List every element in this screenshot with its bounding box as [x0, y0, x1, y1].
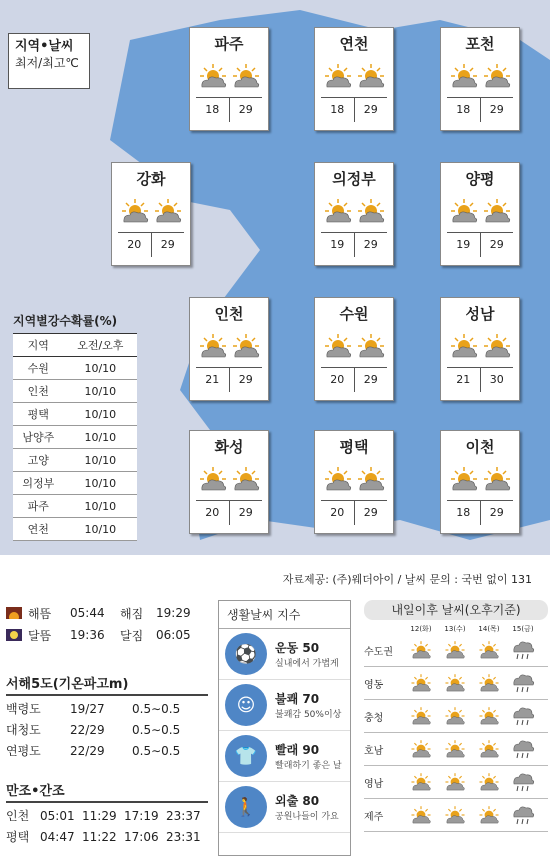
high-temp: 29	[489, 103, 504, 116]
region-card	[111, 162, 191, 266]
partly-cloudy-icon	[478, 739, 500, 759]
rain-region: 연천	[13, 518, 64, 541]
sun-moon-times	[6, 602, 208, 646]
index-label: 운동 50	[275, 641, 320, 655]
region-card	[314, 162, 394, 266]
table-row	[13, 380, 137, 403]
region-name: 연천	[339, 35, 369, 53]
moonset-label: 달짐	[120, 628, 144, 643]
region-card	[440, 430, 520, 534]
partly-cloudy-icon	[198, 466, 228, 492]
low-temp: 20	[321, 501, 355, 525]
partly-cloudy-icon	[153, 198, 183, 224]
table-row	[13, 495, 137, 518]
region-name: 의정부	[332, 170, 376, 188]
list-item	[219, 629, 350, 680]
list-item	[6, 698, 208, 719]
rain-cloud-icon	[511, 804, 535, 826]
table-row	[13, 357, 137, 380]
sunrise-icon	[6, 607, 22, 619]
forecast-date: 15(금)	[512, 625, 534, 633]
forecast-row	[364, 700, 548, 733]
partly-cloudy-icon	[323, 333, 353, 359]
forecast-date: 12(화)	[410, 625, 432, 633]
partly-cloudy-icon	[410, 805, 432, 825]
table-row	[13, 426, 137, 449]
rain-header-value: 오전/오후	[64, 334, 137, 357]
tide-time: 04:47	[40, 829, 75, 844]
low-temp: 20	[196, 501, 230, 525]
rain-region: 인천	[13, 380, 64, 403]
high-temp: 29	[489, 238, 504, 251]
rain-value: 10/10	[64, 426, 137, 449]
map-legend	[8, 33, 90, 89]
tide-time: 17:06	[124, 829, 159, 844]
table-row	[13, 518, 137, 541]
partly-cloudy-icon	[444, 739, 466, 759]
region-card	[314, 27, 394, 131]
sunset-label: 해짐	[120, 606, 144, 621]
forecast-region: 호남	[364, 745, 384, 757]
partly-cloudy-icon	[449, 63, 479, 89]
region-name: 이천	[465, 438, 495, 456]
partly-cloudy-icon	[323, 198, 353, 224]
low-temp: 18	[447, 501, 481, 525]
partly-cloudy-icon	[356, 198, 386, 224]
index-label: 빨래 90	[275, 743, 320, 757]
rain-region: 남양주	[13, 426, 64, 449]
region-name: 포천	[465, 35, 495, 53]
moonrise-icon	[6, 629, 22, 641]
partly-cloudy-icon	[356, 333, 386, 359]
list-item	[6, 805, 208, 826]
rain-cloud-icon	[511, 771, 535, 793]
tide-time: 05:01	[40, 808, 75, 823]
forecast-region: 충청	[364, 712, 384, 724]
region-card	[440, 27, 520, 131]
partly-cloudy-icon	[478, 673, 500, 693]
partly-cloudy-icon	[231, 333, 261, 359]
region-name: 강화	[136, 170, 166, 188]
legend-subtitle: 최저/최고℃	[15, 56, 79, 70]
rain-region: 평택	[13, 403, 64, 426]
region-card	[440, 297, 520, 401]
partly-cloudy-icon	[482, 63, 512, 89]
sea-title: 서해5도(기온파고m)	[6, 673, 208, 696]
island-temp: 22/29	[70, 722, 105, 737]
region-name: 평택	[339, 438, 369, 456]
outing-icon: 🚶	[225, 786, 267, 828]
partly-cloudy-icon	[410, 772, 432, 792]
index-desc: 빨래하기 좋은 날	[275, 761, 342, 771]
partly-cloudy-icon	[444, 706, 466, 726]
island-name: 대청도	[6, 723, 41, 737]
region-card	[314, 430, 394, 534]
forecast-row	[364, 634, 548, 667]
high-temp: 29	[363, 506, 378, 519]
region-name: 인천	[214, 305, 244, 323]
rain-table-title: 지역별강수확률(%)	[13, 314, 118, 328]
partly-cloudy-icon	[444, 772, 466, 792]
sunrise-time: 05:44	[70, 606, 105, 620]
list-item	[219, 680, 350, 731]
region-card	[314, 297, 394, 401]
index-desc: 공원나들이 가요	[275, 812, 339, 822]
high-temp: 29	[363, 373, 378, 386]
partly-cloudy-icon	[198, 63, 228, 89]
partly-cloudy-icon	[449, 198, 479, 224]
partly-cloudy-icon	[198, 333, 228, 359]
sunset-time: 19:29	[156, 606, 191, 620]
region-name: 양평	[465, 170, 495, 188]
partly-cloudy-icon	[478, 805, 500, 825]
high-temp: 29	[489, 506, 504, 519]
island-name: 연평도	[6, 744, 41, 758]
forecast-row	[364, 799, 548, 832]
low-temp: 21	[447, 368, 481, 392]
island-temp: 19/27	[70, 701, 105, 716]
list-item	[6, 826, 208, 847]
index-label: 불쾌 70	[275, 692, 320, 706]
partly-cloudy-icon	[478, 772, 500, 792]
partly-cloudy-icon	[444, 805, 466, 825]
partly-cloudy-icon	[449, 466, 479, 492]
island-temp: 22/29	[70, 743, 105, 758]
soccer-icon: ⚽	[225, 633, 267, 675]
future-forecast	[364, 600, 548, 832]
region-name: 파주	[214, 35, 244, 53]
high-temp: 29	[363, 238, 378, 251]
forecast-row	[364, 766, 548, 799]
high-temp: 30	[489, 373, 504, 386]
partly-cloudy-icon	[323, 466, 353, 492]
list-item	[6, 719, 208, 740]
index-desc: 실내에서 가볍게	[275, 659, 339, 669]
high-temp: 29	[238, 103, 253, 116]
region-name: 화성	[214, 438, 244, 456]
west-sea-islands	[6, 673, 208, 761]
tide-time: 11:22	[82, 829, 117, 844]
tide-time: 17:19	[124, 808, 159, 823]
rain-value: 10/10	[64, 472, 137, 495]
life-weather-index	[218, 600, 351, 856]
tide-title: 만조•간조	[6, 780, 208, 803]
partly-cloudy-icon	[482, 198, 512, 224]
partly-cloudy-icon	[410, 739, 432, 759]
low-temp: 21	[196, 368, 230, 392]
high-temp: 29	[363, 103, 378, 116]
moonset-time: 06:05	[156, 628, 191, 642]
partly-cloudy-icon	[410, 640, 432, 660]
partly-cloudy-icon	[356, 63, 386, 89]
index-label: 외출 80	[275, 794, 320, 808]
table-row	[13, 449, 137, 472]
partly-cloudy-icon	[449, 333, 479, 359]
high-temp: 29	[238, 373, 253, 386]
rain-value: 10/10	[64, 380, 137, 403]
low-temp: 20	[321, 368, 355, 392]
list-item	[219, 782, 350, 833]
partly-cloudy-icon	[231, 466, 261, 492]
forecast-title: 내일이후 날씨(오후기준)	[364, 600, 548, 620]
low-temp: 19	[321, 233, 355, 257]
tide-place: 평택	[6, 830, 30, 844]
region-name: 성남	[465, 305, 495, 323]
island-name: 백령도	[6, 702, 41, 716]
rain-region: 의정부	[13, 472, 64, 495]
partly-cloudy-icon	[482, 466, 512, 492]
forecast-row	[364, 733, 548, 766]
high-temp: 29	[238, 506, 253, 519]
partly-cloudy-icon	[482, 333, 512, 359]
partly-cloudy-icon	[444, 673, 466, 693]
forecast-date: 13(수)	[444, 625, 466, 633]
forecast-row	[364, 667, 548, 700]
forecast-region: 영남	[364, 778, 384, 790]
list-item	[6, 740, 208, 761]
forecast-region: 수도권	[364, 646, 393, 658]
rain-probability-table	[13, 312, 138, 541]
sunrise-label: 해뜸	[28, 606, 52, 621]
table-row	[13, 472, 137, 495]
data-credit: 자료제공: (주)웨더아이 / 날씨 문의 : 국번 없이 131	[282, 573, 532, 586]
rain-cloud-icon	[511, 639, 535, 661]
rain-cloud-icon	[511, 672, 535, 694]
high-temp: 29	[160, 238, 175, 251]
low-temp: 19	[447, 233, 481, 257]
island-wave: 0.5∼0.5	[132, 701, 181, 716]
tide-time: 23:37	[166, 808, 201, 823]
region-card	[440, 162, 520, 266]
partly-cloudy-icon	[410, 673, 432, 693]
partly-cloudy-icon	[120, 198, 150, 224]
discomfort-icon: ☺	[225, 684, 267, 726]
partly-cloudy-icon	[478, 640, 500, 660]
legend-title: 지역•날씨	[15, 39, 74, 54]
rain-value: 10/10	[64, 449, 137, 472]
island-wave: 0.5∼0.5	[132, 743, 181, 758]
rain-value: 10/10	[64, 495, 137, 518]
low-temp: 18	[196, 98, 230, 122]
rain-cloud-icon	[511, 705, 535, 727]
region-card	[189, 430, 269, 534]
rain-cloud-icon	[511, 738, 535, 760]
island-wave: 0.5∼0.5	[132, 722, 181, 737]
list-item	[219, 731, 350, 782]
rain-value: 10/10	[64, 403, 137, 426]
forecast-region: 제주	[364, 811, 384, 823]
forecast-date: 14(목)	[478, 625, 500, 633]
forecast-region: 영동	[364, 679, 384, 691]
partly-cloudy-icon	[323, 63, 353, 89]
region-card	[189, 27, 269, 131]
tide-place: 인천	[6, 809, 30, 823]
low-temp: 18	[321, 98, 355, 122]
partly-cloudy-icon	[444, 640, 466, 660]
rain-value: 10/10	[64, 518, 137, 541]
moonrise-time: 19:36	[70, 628, 105, 642]
rain-region: 고양	[13, 449, 64, 472]
low-temp: 18	[447, 98, 481, 122]
partly-cloudy-icon	[356, 466, 386, 492]
rain-region: 파주	[13, 495, 64, 518]
tide-time: 11:29	[82, 808, 117, 823]
rain-region: 수원	[13, 357, 64, 380]
tide-times	[6, 780, 208, 847]
region-name: 수원	[339, 305, 369, 323]
table-row	[13, 403, 137, 426]
partly-cloudy-icon	[231, 63, 261, 89]
index-desc: 불쾌감 50%이상	[275, 710, 342, 720]
tide-time: 23:31	[166, 829, 201, 844]
partly-cloudy-icon	[410, 706, 432, 726]
rain-header-region: 지역	[13, 334, 64, 357]
moonrise-label: 달뜸	[28, 628, 52, 643]
region-card	[189, 297, 269, 401]
low-temp: 20	[118, 233, 152, 257]
laundry-icon: 👕	[225, 735, 267, 777]
partly-cloudy-icon	[478, 706, 500, 726]
rain-value: 10/10	[64, 357, 137, 380]
life-title: 생활날씨 지수	[219, 601, 350, 629]
